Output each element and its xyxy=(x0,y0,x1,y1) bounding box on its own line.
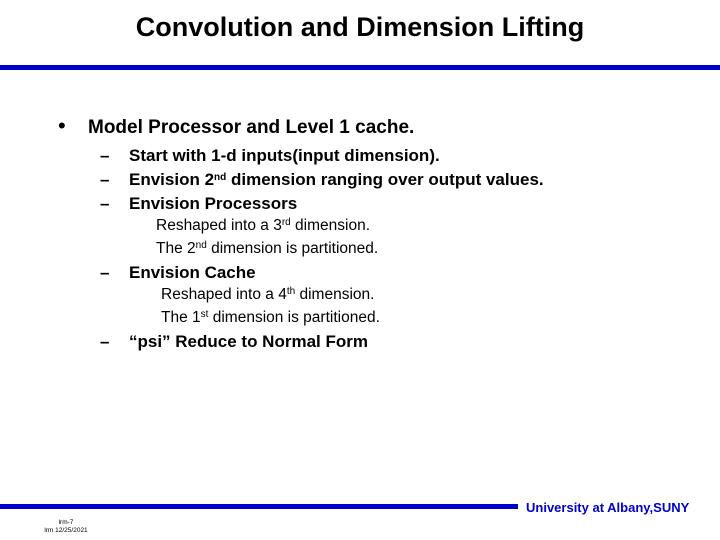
text-part: dimension ranging over output values. xyxy=(226,170,544,189)
subitem-envision-2nd xyxy=(129,170,544,190)
subitem-envision-cache: Envision Cache xyxy=(129,263,256,282)
text-part: The 1 xyxy=(161,309,201,326)
title-rule xyxy=(0,65,720,70)
superscript: rd xyxy=(281,217,291,228)
cache-detail-2 xyxy=(161,309,380,327)
superscript: st xyxy=(200,309,209,320)
text-part: dimension. xyxy=(295,286,375,303)
slide-title: Convolution and Dimension Lifting xyxy=(135,12,585,42)
text-part: Reshaped into a 3 xyxy=(156,217,282,234)
superscript: nd xyxy=(214,172,227,183)
subitem-envision-processors: Envision Processors xyxy=(129,194,298,213)
cache-detail-1 xyxy=(161,286,374,304)
footer-organization: University at Albany,SUNY xyxy=(526,500,690,515)
bullet-marker: • xyxy=(58,113,66,138)
dash-marker: – xyxy=(100,170,110,189)
slide-date: lrm 12/25/2021 xyxy=(44,527,88,534)
subitem-psi-reduce: “psi” Reduce to Normal Form xyxy=(129,332,368,351)
footer-rule xyxy=(0,504,518,509)
slide-code: lrm-7 xyxy=(58,519,74,526)
processors-detail-2 xyxy=(156,240,378,258)
dash-marker: – xyxy=(100,263,110,282)
text-part: Reshaped into a 4 xyxy=(161,286,287,303)
superscript: nd xyxy=(195,240,207,251)
text-part: Envision 2 xyxy=(129,170,215,189)
processors-detail-1 xyxy=(156,217,370,235)
footer-meta xyxy=(36,519,96,535)
dash-marker: – xyxy=(100,146,110,165)
text-part: The 2 xyxy=(156,240,196,257)
superscript: th xyxy=(286,286,296,297)
bullet-heading: Model Processor and Level 1 cache. xyxy=(88,117,415,138)
text-part: dimension is partitioned. xyxy=(206,240,379,257)
text-part: dimension. xyxy=(290,217,370,234)
text-part: dimension is partitioned. xyxy=(208,309,380,326)
dash-marker: – xyxy=(100,194,110,213)
dash-marker: – xyxy=(100,332,110,351)
subitem-start-inputs: Start with 1-d inputs(input dimension). xyxy=(129,146,440,165)
